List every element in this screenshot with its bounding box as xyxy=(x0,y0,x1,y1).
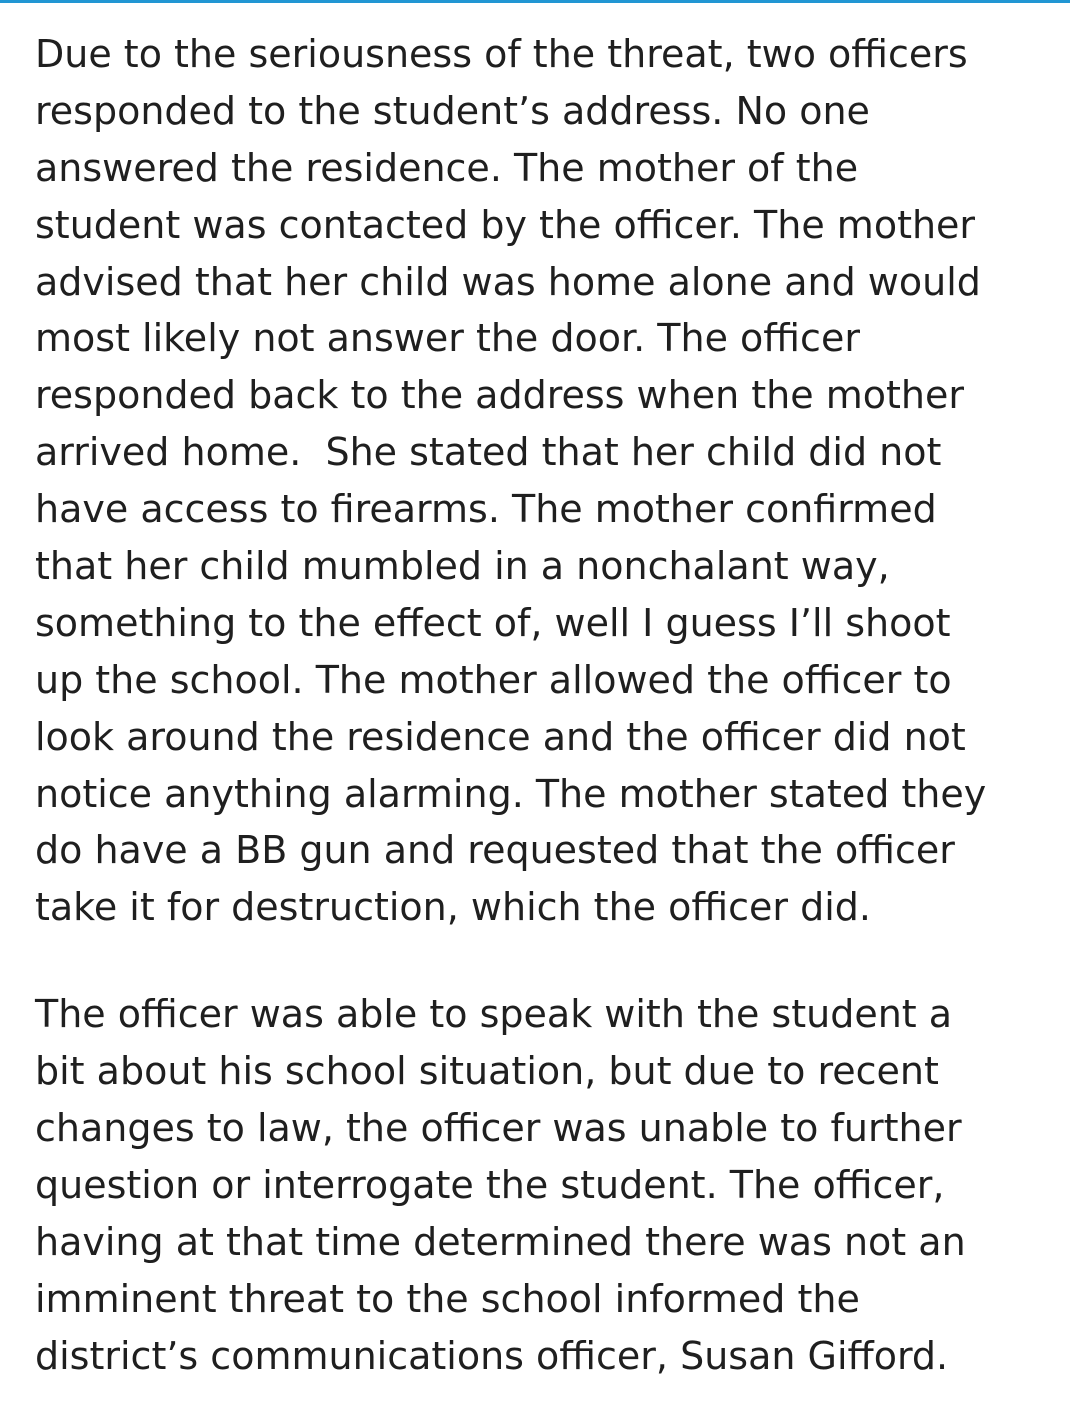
paragraph-spacer xyxy=(35,936,1045,986)
top-accent-bar xyxy=(0,0,1070,3)
article-text xyxy=(35,26,1045,1384)
text-line: do have a BB gun and requested that the officer xyxy=(35,828,955,873)
paragraph-1 xyxy=(35,26,1045,936)
text-line: The officer was able to speak with the student a xyxy=(35,992,953,1037)
paragraph-2 xyxy=(35,986,1045,1384)
text-line: Due to the seriousness of the threat, two officers xyxy=(35,32,968,76)
text-line: student was contacted by the officer. The mother xyxy=(35,202,976,247)
text-line: up the school. The mother allowed the officer to xyxy=(35,657,952,702)
text-line: take it for destruction, which the officer did. xyxy=(35,885,871,930)
text-line: changes to law, the officer was unable to further xyxy=(35,1106,962,1151)
text-line: notice anything alarming. The mother stated they xyxy=(35,771,987,816)
text-line: that her child mumbled in a nonchalant way, xyxy=(35,544,890,589)
text-line: responded back to the address when the mother xyxy=(35,373,964,418)
text-line: district’s communications officer, Susan Gifford. xyxy=(35,1333,949,1378)
text-line: something to the effect of, well I guess I’ll shoot xyxy=(35,600,951,645)
text-line: arrived home. She stated that her child did not xyxy=(35,430,942,475)
text-line: bit about his school situation, but due to recent xyxy=(35,1049,939,1094)
text-line: advised that her child was home alone and would xyxy=(35,259,981,304)
text-line: answered the residence. The mother of the xyxy=(35,145,859,190)
text-line: most likely not answer the door. The officer xyxy=(35,316,860,361)
text-line: responded to the student’s address. No one xyxy=(35,88,870,133)
text-line: look around the residence and the officer did not xyxy=(35,714,966,759)
text-line: question or interrogate the student. The officer, xyxy=(35,1162,945,1207)
text-line: have access to firearms. The mother confirmed xyxy=(35,487,937,532)
text-line: having at that time determined there was not an xyxy=(35,1219,966,1264)
text-line: imminent threat to the school informed the xyxy=(35,1276,860,1321)
